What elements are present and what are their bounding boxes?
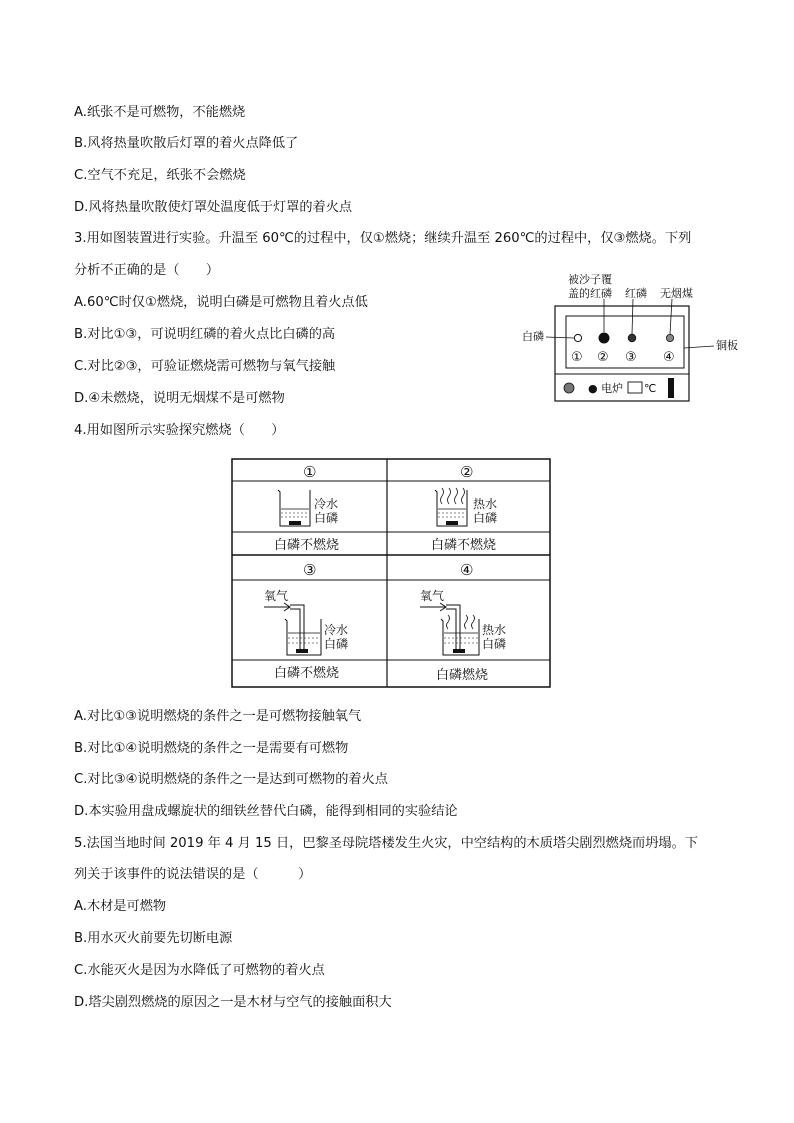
panel-2-water: 热水 <box>473 497 498 511</box>
mark-4: ④ <box>663 350 675 365</box>
label-smokeless-coal: 无烟煤 <box>660 287 693 300</box>
panel-1-number: ① <box>303 463 317 481</box>
panel-3-number: ③ <box>303 561 317 579</box>
q5-option-c: C.水能灭火是因为水降低了可燃物的着火点 <box>74 963 325 978</box>
panel-4-result: 白磷燃烧 <box>436 668 489 683</box>
q3-option-a: A.60℃时仅①燃烧，说明白磷是可燃物且着火点低 <box>74 295 368 310</box>
panel-4-substance: 白磷 <box>482 637 507 651</box>
q2-option-d: D.风将热量吹散使灯罩处温度低于灯罩的着火点 <box>74 200 353 215</box>
stove-label: ● 电炉 <box>588 382 624 395</box>
stove-knob <box>564 383 574 393</box>
stove-unit: ℃ <box>644 382 657 395</box>
panel-4-apparatus <box>420 603 479 655</box>
stove-switch <box>668 378 674 398</box>
white-phosphorus-sample <box>574 334 581 341</box>
q4-option-b: B.对比①④说明燃烧的条件之一是需要有可燃物 <box>74 741 349 756</box>
panel-3-substance: 白磷 <box>324 637 349 651</box>
mark-2: ② <box>597 350 609 365</box>
panel-2-number: ② <box>460 463 474 481</box>
panel-2-beaker <box>435 488 467 526</box>
q5-option-a: A.木材是可燃物 <box>74 899 167 914</box>
q5-option-d: D.塔尖剧烈燃烧的原因之一是木材与空气的接触面积大 <box>74 995 392 1010</box>
q3-stem-line1: 3.用如图装置进行实验。升温至 60℃的过程中，仅①燃烧；继续升温至 260℃的过程中，仅③燃烧。下列 <box>74 231 692 246</box>
panel-3-water: 冷水 <box>324 623 349 637</box>
q3-stem-line2: 分析不正确的是（ ） <box>74 263 220 278</box>
pointer-white-phosphorus <box>546 337 574 338</box>
panel-2-result: 白磷不燃烧 <box>431 538 497 553</box>
q4-option-a: A.对比①③说明燃烧的条件之一是可燃物接触氧气 <box>74 709 362 724</box>
q2-option-a: A.纸张不是可燃物，不能燃烧 <box>74 105 246 120</box>
red-phosphorus-sample <box>628 334 636 342</box>
label-covered-line2: 盖的红磷 <box>568 287 612 300</box>
q3-option-d: D.④未燃烧，说明无烟煤不是可燃物 <box>74 391 285 406</box>
panel-1-beaker <box>278 490 310 526</box>
q2-option-b: B.风将热量吹散后灯罩的着火点降低了 <box>74 136 299 151</box>
label-white-phosphorus: 白磷 <box>522 330 544 343</box>
q4-stem: 4.用如图所示实验探究燃烧（ ） <box>74 423 285 438</box>
q3-apparatus-figure <box>520 268 762 410</box>
stove-display-box <box>628 382 642 393</box>
q5-stem-line1: 5.法国当地时间 2019 年 4 月 15 日，巴黎圣母院塔楼发生火灾，中空结构的木质塔尖剧烈燃烧而坍塌。下 <box>74 836 698 851</box>
mark-1: ① <box>571 350 583 365</box>
label-copper-plate: 铜板 <box>716 339 738 352</box>
q3-option-b: B.对比①③，可说明红磷的着火点比白磷的高 <box>74 327 336 342</box>
label-covered-line1: 被沙子覆 <box>568 273 612 286</box>
panel-1-substance: 白磷 <box>314 511 339 525</box>
panel-4-number: ④ <box>460 561 474 579</box>
q4-option-d: D.本实验用盘成螺旋状的细铁丝替代白磷，能得到相同的实验结论 <box>74 804 458 819</box>
covered-red-phosphorus-sample <box>599 333 610 344</box>
q4-experiment-figure <box>230 457 554 691</box>
panel-3-gas: 氧气 <box>264 589 289 603</box>
panel-1-water: 冷水 <box>314 497 339 511</box>
panel-4-gas: 氧气 <box>420 589 445 603</box>
panel-2-substance: 白磷 <box>473 511 498 525</box>
q2-option-c: C.空气不充足，纸张不会燃烧 <box>74 168 246 183</box>
q5-stem-line2: 列关于该事件的说法错误的是（ ） <box>74 867 312 882</box>
q3-option-c: C.对比②③，可验证燃烧需可燃物与氧气接触 <box>74 359 336 374</box>
panel-3-result: 白磷不燃烧 <box>274 666 340 681</box>
panel-4-water: 热水 <box>482 623 507 637</box>
pointer-red <box>632 299 633 334</box>
smokeless-coal-sample <box>666 334 673 341</box>
q4-option-c: C.对比③④说明燃烧的条件之一是达到可燃物的着火点 <box>74 772 388 787</box>
panel-1-result: 白磷不燃烧 <box>274 538 340 553</box>
panel-3-apparatus <box>264 603 321 655</box>
mark-3: ③ <box>625 350 637 365</box>
q5-option-b: B.用水灭火前要先切断电源 <box>74 931 233 946</box>
label-red-phosphorus: 红磷 <box>625 287 647 300</box>
